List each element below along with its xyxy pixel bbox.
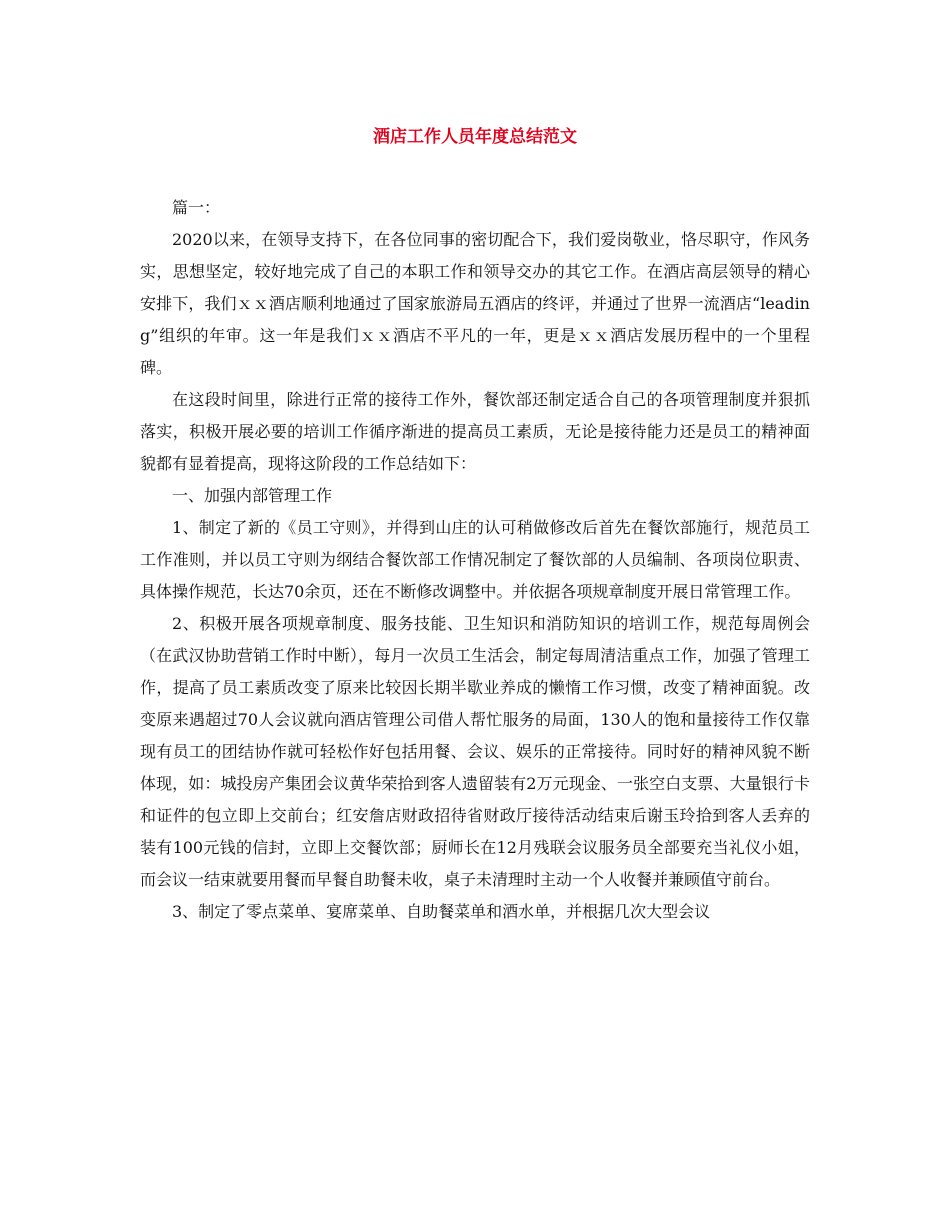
section-heading: 一、加强内部管理工作 bbox=[172, 486, 333, 505]
paragraph-item-1: 1、制定了新的《员工守则》，并得到山庄的认可稍做修改后首先在餐饮部施行，规范员工工作准则，并以员工守则为纲结合餐饮部工作情况制定了餐饮部的人员编制、各项岗位职责、具体操作规范，长达70余页，还在不断修改调整中。并依据各项规章制度开展日常管理工作。 bbox=[140, 518, 810, 601]
document-body bbox=[140, 192, 810, 928]
paragraph-item-3: 3、制定了零点菜单、宴席菜单、自助餐菜单和酒水单，并根据几次大型会议 bbox=[172, 902, 711, 921]
paragraph-item-2: 2、积极开展各项规章制度、服务技能、卫生知识和消防知识的培训工作，规范每周例会（在武汉协助营销工作时中断），每月一次员工生活会，制定每周清洁重点工作，加强了管理工作，提高了员工素质改变了原来比较因长期半歇业养成的懒惰工作习惯，改变了精神面貌。改变原来遇超过70人会议就向酒店管理公司借人帮忙服务的局面，130人的饱和量接待工作仅靠现有员工的团结协作就可轻松作好包括用餐、会议、娱乐的正常接待。同时好的精神风貌不断体现，如：城投房产集团会议黄华荣拾到客人遗留装有2万元现金、一张空白支票、大量银行卡和证件的包立即上交前台；红安詹店财政招待省财政厅接待活动结束后谢玉玲拾到客人丢弃的装有100元钱的信封，立即上交餐饮部；厨师长在12月残联会议服务员全部要充当礼仪小姐，而会议一结束就要用餐而早餐自助餐未收，桌子未清理时主动一个人收餐并兼顾值守前台。 bbox=[140, 614, 810, 889]
paragraph-intro: 2020以来，在领导支持下，在各位同事的密切配合下，我们爱岗敬业，恪尽职守，作风务实，思想坚定，较好地完成了自己的本职工作和领导交办的其它工作。在酒店高层领导的精心安排下，我们ｘｘ酒店顺利地通过了国家旅游局五酒店的终评，并通过了世界一流酒店“leading”组织的年审。这一年是我们ｘｘ酒店不平凡的一年，更是ｘｘ酒店发展历程中的一个里程碑。 bbox=[140, 230, 810, 377]
paragraph-overview: 在这段时间里，除进行正常的接待工作外，餐饮部还制定适合自己的各项管理制度并狠抓落实，积极开展必要的培训工作循序渐进的提高员工素质，无论是接待能力还是员工的精神面貌都有显着提高，现将这阶段的工作总结如下： bbox=[140, 390, 810, 473]
document-title: 酒店工作人员年度总结范文 bbox=[373, 127, 577, 147]
paragraph-section-label: 篇一： bbox=[172, 198, 221, 217]
